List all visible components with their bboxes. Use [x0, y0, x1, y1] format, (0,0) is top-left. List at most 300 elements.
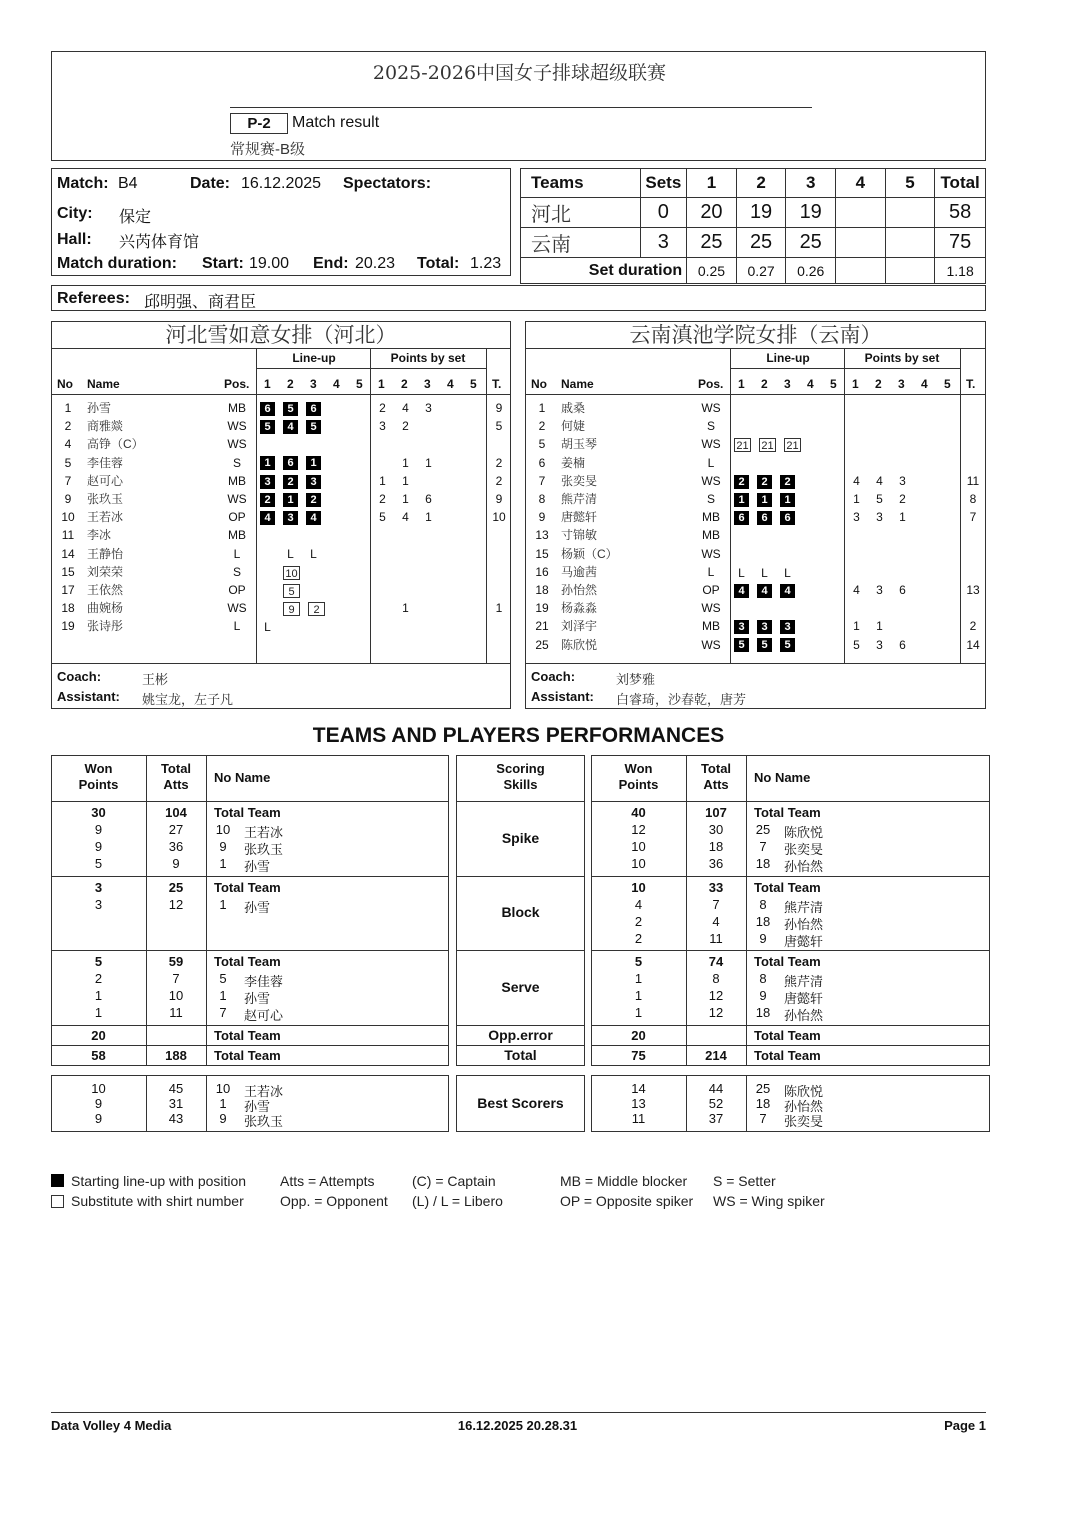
total-duration: 1.18	[935, 258, 986, 284]
lineup-set-header: 2	[761, 377, 768, 391]
player-position: WS	[701, 401, 721, 415]
group-header-divider	[730, 368, 960, 369]
set-points	[918, 472, 933, 490]
player-no: 18	[755, 914, 771, 929]
total-atts: 33	[708, 880, 724, 895]
set-points	[941, 599, 956, 617]
player-name: 孙怡然	[561, 583, 598, 597]
match-category: 常规赛-B级	[230, 141, 306, 158]
player-lineup	[734, 490, 803, 508]
player-number: 1	[64, 401, 72, 415]
coach-name: 王彬	[142, 672, 169, 687]
points-set-header: 4	[447, 377, 454, 391]
total-atts: 25	[168, 880, 184, 895]
score-set: 25	[786, 228, 836, 258]
report-title: Match result	[292, 114, 380, 131]
won-points: 1	[634, 988, 643, 1003]
legend-mb: MB = Middle blocker	[560, 1173, 688, 1189]
set-points	[918, 545, 933, 563]
set-points	[444, 508, 459, 526]
set-points	[467, 563, 482, 581]
set-points	[375, 563, 390, 581]
set-points	[398, 545, 413, 563]
perf-row-divider	[456, 876, 585, 877]
column-divider	[730, 348, 731, 663]
player-name: Total Team	[754, 805, 821, 820]
set-points	[872, 454, 887, 472]
player-name: 孙怡然	[784, 1099, 824, 1114]
perf-row-divider	[591, 876, 990, 877]
player-number: 8	[538, 492, 546, 506]
set-points	[444, 490, 459, 508]
player-total	[960, 545, 986, 563]
player-no: 9	[219, 1111, 227, 1126]
player-number: 2	[538, 419, 546, 434]
competition-title: 2025-2026中国女子排球超级联赛	[372, 62, 667, 84]
player-name: 王依然	[87, 583, 124, 597]
score-header-sets: Sets	[640, 169, 687, 198]
won-points: 75	[631, 1048, 646, 1063]
player-name: Total Team	[214, 805, 281, 820]
won-points: 11	[631, 1111, 646, 1126]
score-set	[885, 198, 935, 228]
player-position: WS	[227, 492, 247, 506]
set-points: 1	[425, 510, 432, 525]
player-no: 10	[215, 822, 231, 837]
score-sets: 3	[640, 228, 687, 258]
player-name: 张玖玉	[244, 842, 284, 857]
set-duration: 0.27	[736, 258, 786, 284]
perf-row-divider	[591, 950, 990, 951]
player-name: 曲婉杨	[87, 601, 124, 616]
player-no: 1	[219, 988, 227, 1003]
set-points	[941, 636, 956, 654]
score-set: 20	[687, 198, 737, 228]
set-points	[941, 399, 956, 417]
player-name: Total Team	[754, 880, 821, 895]
player-number: 7	[64, 473, 72, 488]
match-date: 16.12.2025	[241, 175, 322, 192]
player-no: 9	[759, 931, 767, 946]
set-points	[872, 399, 887, 417]
won-points: 13	[631, 1096, 646, 1111]
player-name: 陈欣悦	[561, 637, 598, 652]
score-table	[520, 168, 986, 284]
set-points	[467, 599, 482, 617]
set-points: 2	[379, 401, 386, 415]
player-name: 陈欣悦	[784, 825, 824, 840]
player-no: 7	[219, 1005, 227, 1020]
starting-position-square: 4	[306, 511, 321, 525]
player-name: 熊芹清	[784, 974, 824, 989]
city-label: City:	[57, 205, 93, 222]
column-header-divider	[526, 394, 985, 395]
player-lineup	[260, 490, 329, 508]
set-points	[918, 563, 933, 581]
player-number: 9	[64, 492, 72, 506]
set-points	[398, 581, 413, 599]
set-points	[467, 472, 482, 490]
set-points: 1	[899, 510, 906, 525]
legend-atts: Atts = Attempts	[280, 1173, 375, 1189]
starting-position-square: 5	[734, 638, 749, 652]
performance-title: TEAMS AND PLAYERS PERFORMANCES	[312, 724, 725, 747]
total-atts: 30	[708, 822, 724, 837]
set-points: 2	[379, 492, 386, 506]
won-points: 9	[94, 1096, 103, 1111]
substitute-square: 5	[283, 584, 300, 598]
total-atts: 10	[168, 988, 184, 1003]
score-row-away	[521, 228, 986, 258]
won-points: 5	[94, 954, 103, 969]
player-name: 熊芹清	[784, 900, 824, 915]
starting-position-square: 6	[757, 511, 772, 525]
set-points: 4	[853, 473, 860, 488]
set-points	[467, 508, 482, 526]
set-points: 4	[402, 401, 409, 415]
starting-position-square: 5	[283, 402, 298, 416]
score-set: 19	[736, 198, 786, 228]
set-points: 1	[853, 492, 860, 506]
score-set	[885, 228, 935, 258]
perf-row-divider	[51, 1025, 449, 1026]
player-name: Total Team	[214, 880, 281, 895]
player-position: WS	[701, 437, 721, 452]
legend-substitute: Substitute with shirt number	[71, 1193, 244, 1209]
player-lineup	[260, 581, 308, 599]
team-name-divider	[526, 348, 985, 349]
set-points	[375, 599, 390, 617]
points-by-set-header: Points by set	[864, 351, 940, 365]
starting-position-square: 2	[260, 493, 275, 507]
player-position: MB	[702, 528, 720, 543]
player-total: 2	[495, 473, 503, 488]
set-points	[941, 526, 956, 544]
perf-row-divider	[456, 950, 585, 951]
points-set-header: 5	[944, 377, 951, 391]
player-name: 孙怡然	[784, 1008, 824, 1023]
player-total: 2	[969, 619, 977, 634]
player-position: WS	[701, 601, 721, 616]
won-points: 2	[634, 914, 643, 929]
set-points	[918, 454, 933, 472]
player-number: 16	[535, 564, 549, 579]
player-number: 2	[64, 419, 72, 434]
set-points	[375, 435, 390, 453]
set-points	[467, 581, 482, 599]
set-points: 1	[876, 619, 883, 634]
set-points	[421, 435, 436, 453]
set-points	[872, 435, 887, 453]
column-divider	[370, 348, 371, 663]
set-points: 3	[876, 637, 883, 652]
lineup-header: Line-up	[292, 351, 336, 365]
player-position: OP	[228, 583, 246, 597]
assistant-names: 姚宝龙，左子凡	[142, 692, 234, 707]
total-header: T.	[966, 377, 976, 391]
perf-col-divider	[206, 1075, 207, 1132]
player-position: L	[233, 546, 241, 561]
perf-row-divider	[51, 801, 449, 802]
player-no: 9	[219, 839, 227, 854]
player-position: WS	[701, 546, 721, 561]
set-points	[872, 563, 887, 581]
set-points: 1	[853, 619, 860, 634]
lineup-set-header: 3	[310, 377, 317, 391]
player-name: 孙怡然	[784, 859, 824, 874]
won-points: 9	[94, 839, 103, 854]
won-points: 10	[631, 880, 646, 895]
total-atts: 11	[169, 1005, 183, 1020]
player-name: 唐懿轩	[784, 934, 824, 949]
total-atts: 12	[708, 988, 724, 1003]
set-points	[849, 545, 864, 563]
substitute-square: 2	[308, 602, 325, 616]
set-points	[941, 454, 956, 472]
score-team: 河北	[521, 198, 641, 228]
set-points	[872, 417, 887, 435]
set-points	[918, 435, 933, 453]
player-lineup	[260, 417, 329, 435]
starting-position-square: 3	[734, 620, 749, 634]
perf-col-divider	[746, 1075, 747, 1132]
set-points	[421, 599, 436, 617]
set-points	[895, 599, 910, 617]
player-name: 唐懿轩	[784, 991, 824, 1006]
starting-position-square: 6	[260, 402, 275, 416]
player-position: MB	[702, 510, 720, 525]
lineup-set-header: 3	[784, 377, 791, 391]
set-points	[398, 526, 413, 544]
team-name: 云南滇池学院女排（云南）	[629, 323, 882, 347]
player-total	[486, 435, 512, 453]
score-total: 75	[935, 228, 986, 258]
assistant-names: 白睿琦，沙春乾，唐芳	[616, 692, 747, 707]
player-name: 张玖玉	[87, 492, 124, 506]
perf-row-divider	[51, 950, 449, 951]
lineup-set-header: 1	[264, 377, 271, 391]
total-atts: 7	[172, 971, 180, 986]
starting-position-square: 5	[757, 638, 772, 652]
player-no: 18	[755, 1005, 771, 1020]
starting-position-square: 3	[260, 475, 275, 489]
starting-position-square: 3	[306, 475, 321, 489]
substitute-square: 10	[283, 566, 300, 580]
player-name: 赵可心	[244, 1008, 284, 1023]
won-points: 1	[634, 971, 643, 986]
player-number: 5	[64, 455, 72, 470]
score-sets: 0	[640, 198, 687, 228]
starting-position-square: 1	[780, 493, 795, 507]
team-label: Total Team	[214, 1048, 281, 1063]
starting-position-square: 4	[757, 584, 772, 598]
player-name: 孙雪	[244, 859, 271, 874]
set-points: 3	[425, 401, 432, 415]
atts-header: Total	[700, 761, 732, 776]
set-points	[421, 563, 436, 581]
won-points: 1	[94, 988, 103, 1003]
pos-header: Pos.	[698, 377, 724, 391]
player-name: 王若冰	[244, 825, 284, 840]
team-label: Total Team	[754, 1028, 821, 1043]
points-set-header: 3	[424, 377, 431, 391]
player-position: MB	[228, 401, 246, 415]
atts-header-2: Atts	[163, 777, 189, 792]
player-number: 14	[61, 546, 75, 561]
player-total: 2	[495, 455, 503, 470]
starting-position-square: 2	[734, 475, 749, 489]
perf-row-divider	[591, 1025, 990, 1026]
player-total	[486, 581, 512, 599]
player-name: 王若冰	[87, 510, 124, 525]
set-points	[941, 417, 956, 435]
referees-box	[51, 285, 986, 311]
spectators-label: Spectators:	[343, 175, 432, 192]
libero-mark: L	[287, 547, 294, 562]
coach-divider	[52, 663, 510, 664]
total-atts: 7	[712, 897, 720, 912]
starting-position-square: 2	[283, 475, 298, 489]
lineup-set-header: 2	[287, 377, 294, 391]
libero-mark: L	[784, 565, 791, 580]
player-number: 21	[535, 619, 549, 634]
name-header: Name	[87, 377, 120, 391]
player-name: 唐懿轩	[561, 510, 598, 525]
won-points: 5	[634, 954, 643, 969]
set-points	[467, 399, 482, 417]
substitute-square: 21	[759, 438, 776, 452]
starting-position-square: 2	[306, 493, 321, 507]
set-points	[467, 617, 482, 635]
set-points	[895, 417, 910, 435]
total-atts: 27	[168, 822, 184, 837]
set-points	[941, 435, 956, 453]
player-name: 张玖玉	[244, 1114, 284, 1129]
set-points	[467, 417, 482, 435]
team-label: Total Team	[754, 1048, 821, 1063]
set-duration: 0.26	[786, 258, 836, 284]
assistant-label: Assistant:	[531, 689, 594, 704]
set-points: 6	[899, 583, 906, 597]
player-name: 杨颖（C）	[561, 546, 618, 561]
no-header: No	[531, 377, 547, 391]
player-position: WS	[701, 637, 721, 652]
set-points: 1	[402, 492, 409, 506]
set-points	[895, 454, 910, 472]
won-header: Won	[84, 761, 113, 776]
team-name-divider	[52, 348, 510, 349]
player-position: S	[706, 492, 715, 506]
perf-row-divider	[456, 1045, 585, 1046]
substitute-square: 9	[283, 602, 300, 616]
referees-names: 邱明强、商君臣	[144, 294, 257, 311]
set-points	[375, 617, 390, 635]
player-number: 25	[535, 637, 549, 652]
footer-software: Data Volley 4 Media	[51, 1418, 172, 1433]
set-points: 4	[853, 583, 860, 597]
player-total	[960, 563, 986, 581]
libero-mark: L	[310, 547, 317, 562]
legend-ws: WS = Wing spiker	[713, 1193, 825, 1209]
set-points	[918, 581, 933, 599]
player-lineup	[260, 399, 329, 417]
starting-position-square: 2	[780, 475, 795, 489]
home-roster	[51, 321, 511, 709]
perf-row-divider	[591, 1045, 990, 1046]
won-points: 20	[631, 1028, 646, 1043]
set-points	[444, 617, 459, 635]
set-points: 1	[425, 455, 432, 470]
set-points	[398, 617, 413, 635]
player-lineup	[260, 472, 329, 490]
player-position: L	[707, 455, 715, 470]
atts-header: Total	[160, 761, 192, 776]
set-points: 1	[379, 473, 386, 488]
total-atts: 18	[708, 839, 724, 854]
set-points	[895, 435, 910, 453]
perf-row-divider	[456, 1025, 585, 1026]
set-points	[895, 399, 910, 417]
set-duration	[836, 258, 886, 284]
score-header-set3: 3	[786, 169, 836, 198]
libero-mark: L	[738, 565, 745, 580]
report-code: P-2	[230, 113, 288, 134]
referees-label: Referees:	[57, 290, 130, 307]
set-points: 1	[402, 473, 409, 488]
set-points	[444, 399, 459, 417]
player-lineup	[734, 581, 803, 599]
player-position: WS	[227, 419, 247, 434]
total-atts: 44	[708, 1081, 724, 1096]
set-duration: 0.25	[687, 258, 737, 284]
won-header: Won	[624, 761, 653, 776]
won-points: 10	[91, 1081, 106, 1096]
starting-position-square: 6	[306, 402, 321, 416]
won-points: 9	[94, 1111, 103, 1126]
player-no: 1	[219, 897, 227, 912]
set-points	[421, 581, 436, 599]
set-points	[941, 490, 956, 508]
set-points: 2	[899, 492, 906, 506]
points-set-header: 2	[401, 377, 408, 391]
score-set	[836, 228, 886, 258]
set-points: 5	[876, 492, 883, 506]
player-name: 戚桑	[561, 401, 586, 415]
set-points	[941, 581, 956, 599]
won-points: 3	[94, 880, 103, 895]
player-lineup	[260, 454, 329, 472]
player-total: 8	[969, 492, 977, 506]
player-name: Total Team	[754, 954, 821, 969]
starting-position-square: 3	[780, 620, 795, 634]
duration-label: Match duration:	[57, 255, 177, 272]
player-name: 李佳蓉	[87, 455, 124, 470]
match-info-box	[51, 168, 511, 276]
player-no: 25	[755, 1081, 771, 1096]
lineup-set-header: 5	[830, 377, 837, 391]
points-set-header: 2	[875, 377, 882, 391]
lineup-set-header: 4	[333, 377, 340, 391]
won-header-2: Points	[78, 777, 119, 792]
player-position: S	[232, 564, 241, 579]
player-name: 张奕旻	[784, 842, 824, 857]
player-name: 李冰	[87, 528, 112, 543]
won-points: 2	[634, 931, 643, 946]
lineup-header: Line-up	[766, 351, 810, 365]
set-points	[421, 545, 436, 563]
legend-captain: (C) = Captain	[412, 1173, 496, 1189]
set-points	[444, 581, 459, 599]
